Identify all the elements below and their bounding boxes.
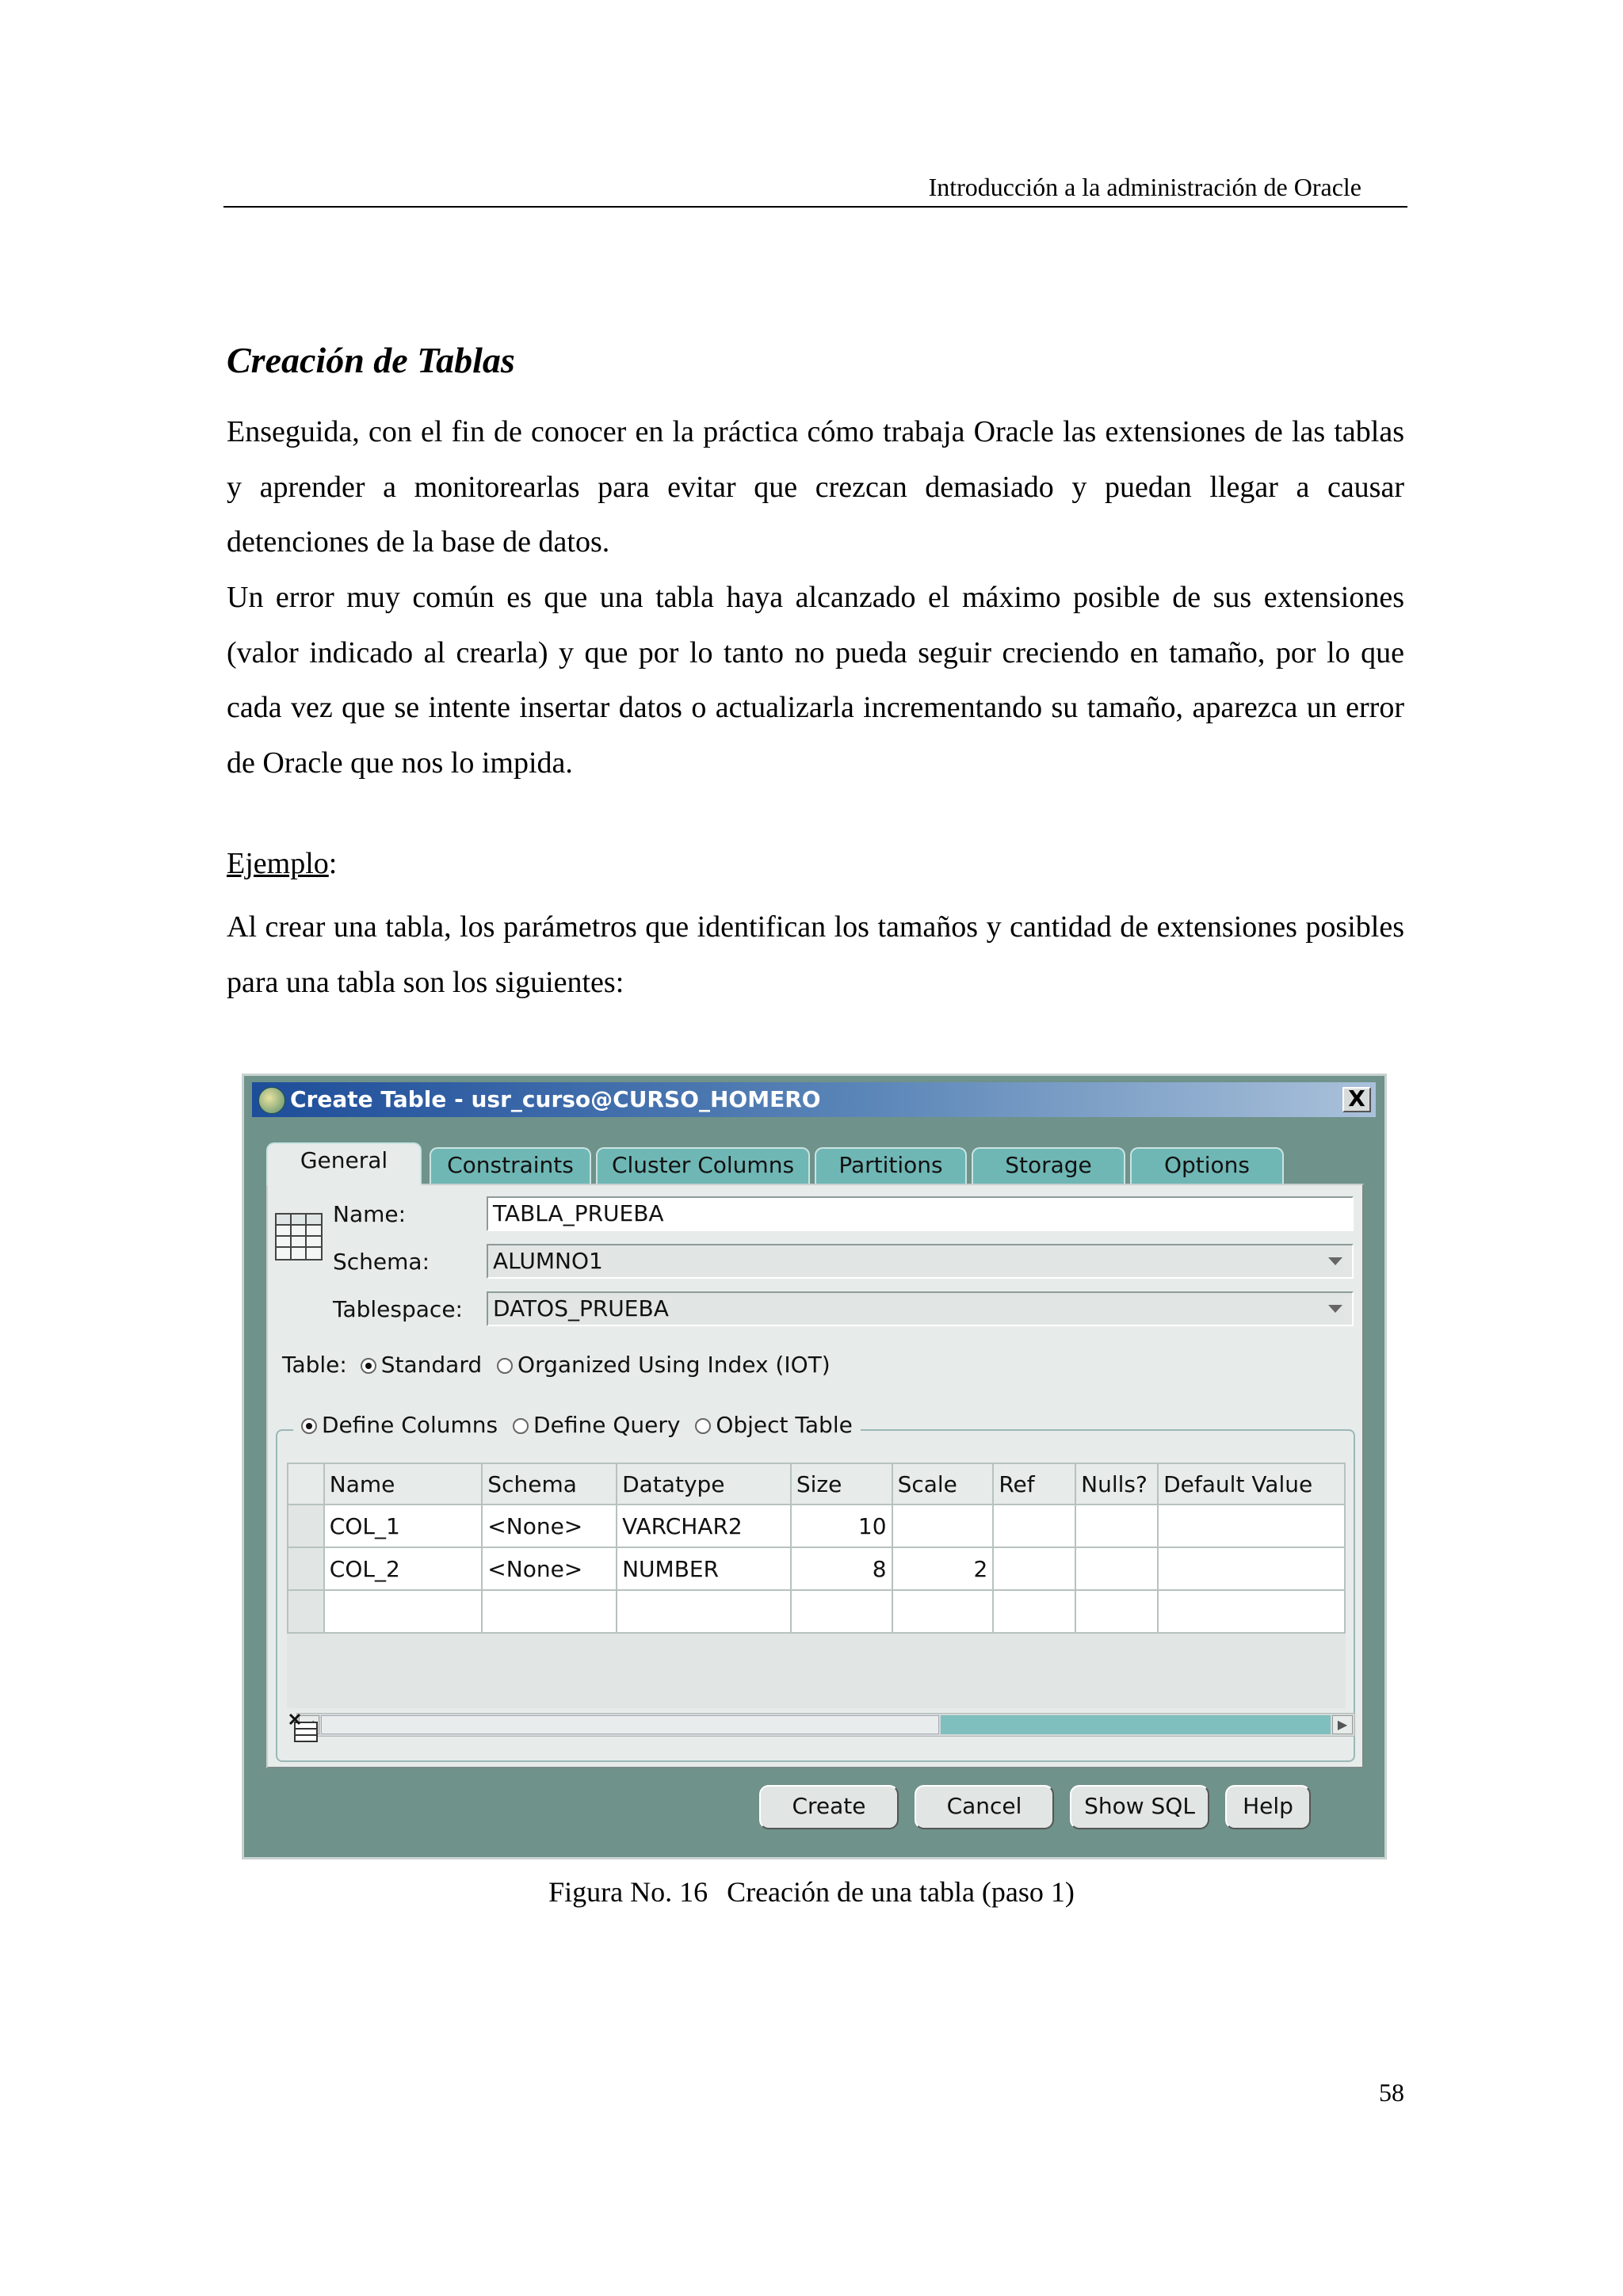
close-button[interactable]: X: [1342, 1087, 1371, 1112]
cell-datatype[interactable]: VARCHAR2: [617, 1505, 791, 1547]
schema-value: ALUMNO1: [493, 1248, 603, 1274]
tab-general[interactable]: General: [266, 1142, 422, 1185]
row-header[interactable]: [288, 1505, 324, 1547]
columns-group: [276, 1412, 1355, 1762]
paragraph-1: Enseguida, con el fin de conocer en la práctica cómo trabaja Oracle las extensiones de las tablas y aprender a monitorearlas para evitar que crezcan demasiado y puedan llegar a causar detenciones de la base de datos.: [227, 415, 1404, 559]
define-columns-label: Define Columns: [322, 1412, 498, 1438]
col-header-ref[interactable]: Ref: [993, 1463, 1075, 1505]
col-header-nulls[interactable]: Nulls?: [1075, 1463, 1158, 1505]
define-query-label: Define Query: [533, 1412, 681, 1438]
object-table-radio[interactable]: [695, 1418, 711, 1434]
page-number: 58: [1379, 2078, 1404, 2107]
help-button[interactable]: Help: [1225, 1785, 1311, 1829]
table-row-empty: [288, 1590, 1345, 1633]
tablespace-label: Tablespace:: [333, 1296, 463, 1322]
cell-scale[interactable]: 2: [892, 1547, 994, 1590]
empty-cell[interactable]: [892, 1590, 994, 1633]
dialog-title: Create Table - usr_curso@CURSO_HOMERO: [290, 1086, 821, 1112]
row-header[interactable]: [288, 1590, 324, 1633]
cell-scale[interactable]: [892, 1505, 994, 1547]
ejemplo-colon: :: [328, 847, 338, 880]
chevron-down-icon: [1328, 1305, 1342, 1313]
ejemplo-label: Ejemplo: [227, 847, 329, 880]
empty-cell[interactable]: [993, 1590, 1075, 1633]
tab-constraints[interactable]: Constraints: [430, 1147, 591, 1184]
empty-cell[interactable]: [482, 1590, 617, 1633]
delete-column-icon[interactable]: [288, 1713, 320, 1745]
horizontal-scrollbar[interactable]: [296, 1713, 1355, 1737]
cancel-button[interactable]: Cancel: [915, 1785, 1054, 1829]
scroll-right-icon[interactable]: ▶: [1332, 1715, 1353, 1734]
table-header-row: [288, 1463, 1345, 1505]
col-header-size[interactable]: Size: [791, 1463, 892, 1505]
dialog-titlebar[interactable]: [252, 1082, 1376, 1117]
cell-size[interactable]: 8: [791, 1547, 892, 1590]
header-rule: [223, 206, 1407, 208]
cell-name[interactable]: COL_1: [324, 1505, 483, 1547]
figure-caption: [0, 1875, 1623, 1909]
standard-radio[interactable]: [361, 1358, 376, 1374]
schema-label: Schema:: [333, 1249, 430, 1275]
col-header-scale[interactable]: Scale: [892, 1463, 994, 1505]
iot-radio-label: Organized Using Index (IOT): [517, 1352, 831, 1378]
col-header-datatype[interactable]: Datatype: [617, 1463, 791, 1505]
object-table-label: Object Table: [716, 1412, 853, 1438]
table-icon: [274, 1212, 323, 1261]
table-row: [288, 1547, 1345, 1590]
define-mode-radios: [293, 1412, 861, 1438]
standard-radio-label: Standard: [380, 1352, 483, 1378]
cell-ref[interactable]: [993, 1505, 1075, 1547]
cell-nulls[interactable]: [1075, 1547, 1158, 1590]
cell-default[interactable]: [1158, 1547, 1345, 1590]
cell-size[interactable]: 10: [791, 1505, 892, 1547]
corner-cell: [288, 1463, 324, 1505]
tablespace-select[interactable]: [487, 1291, 1354, 1326]
col-header-default[interactable]: Default Value: [1158, 1463, 1345, 1505]
paragraph-3: Al crear una tabla, los parámetros que identifican los tamaños y cantidad de extensiones posibles para una tabla son los siguientes:: [227, 910, 1404, 999]
section-title: Creación de Tablas: [227, 340, 515, 380]
create-button[interactable]: Create: [759, 1785, 899, 1829]
scroll-track[interactable]: [941, 1715, 1331, 1734]
columns-table: [287, 1463, 1346, 1634]
table-type-label: Table:: [282, 1352, 347, 1378]
create-table-dialog: [242, 1074, 1387, 1859]
empty-cell[interactable]: [1158, 1590, 1345, 1633]
show-sql-button[interactable]: Show SQL: [1070, 1785, 1209, 1829]
figure-label: Figura No. 16: [548, 1876, 708, 1908]
tablespace-value: DATOS_PRUEBA: [493, 1295, 669, 1322]
empty-cell[interactable]: [791, 1590, 892, 1633]
empty-cell[interactable]: [324, 1590, 483, 1633]
define-query-radio[interactable]: [513, 1418, 529, 1434]
cell-schema[interactable]: <None>: [482, 1547, 617, 1590]
cell-default[interactable]: [1158, 1505, 1345, 1547]
name-input[interactable]: TABLA_PRUEBA: [487, 1196, 1354, 1231]
cell-nulls[interactable]: [1075, 1505, 1158, 1547]
paragraph-2: Un error muy común es que una tabla haya alcanzado el máximo posible de sus extensiones (valor indicado al crearla) y que por lo tanto no pueda seguir creciendo en tamaño, por lo que cada vez que se intente insertar datos o actualizarla incrementando su tamaño, aparezca un error de Oracle que nos lo impida.: [227, 581, 1404, 780]
general-panel: [266, 1184, 1364, 1768]
empty-cell[interactable]: [1075, 1590, 1158, 1633]
chevron-down-icon: [1328, 1257, 1342, 1265]
ejemplo-heading: [227, 846, 337, 881]
col-header-schema[interactable]: Schema: [482, 1463, 617, 1505]
name-label: Name:: [333, 1201, 407, 1227]
scroll-thumb[interactable]: [321, 1715, 939, 1734]
running-header: Introducción a la administración de Oracle: [928, 173, 1361, 201]
cell-ref[interactable]: [993, 1547, 1075, 1590]
iot-radio[interactable]: [497, 1358, 513, 1374]
row-header[interactable]: [288, 1547, 324, 1590]
tab-options[interactable]: Options: [1130, 1147, 1284, 1184]
columns-grid: [287, 1463, 1348, 1732]
cell-datatype[interactable]: NUMBER: [617, 1547, 791, 1590]
figure-text: Creación de una tabla (paso 1): [727, 1876, 1075, 1908]
empty-cell[interactable]: [617, 1590, 791, 1633]
cell-name[interactable]: COL_2: [324, 1547, 483, 1590]
define-columns-radio[interactable]: [301, 1418, 317, 1434]
schema-select[interactable]: [487, 1244, 1354, 1279]
table-row: [288, 1505, 1345, 1547]
table-type-row: [282, 1352, 831, 1378]
col-header-name[interactable]: Name: [324, 1463, 483, 1505]
tab-cluster-columns[interactable]: Cluster Columns: [596, 1147, 810, 1184]
oracle-app-icon: [258, 1087, 285, 1114]
tab-storage[interactable]: Storage: [972, 1147, 1125, 1184]
tab-partitions[interactable]: Partitions: [815, 1147, 967, 1184]
cell-schema[interactable]: <None>: [482, 1505, 617, 1547]
